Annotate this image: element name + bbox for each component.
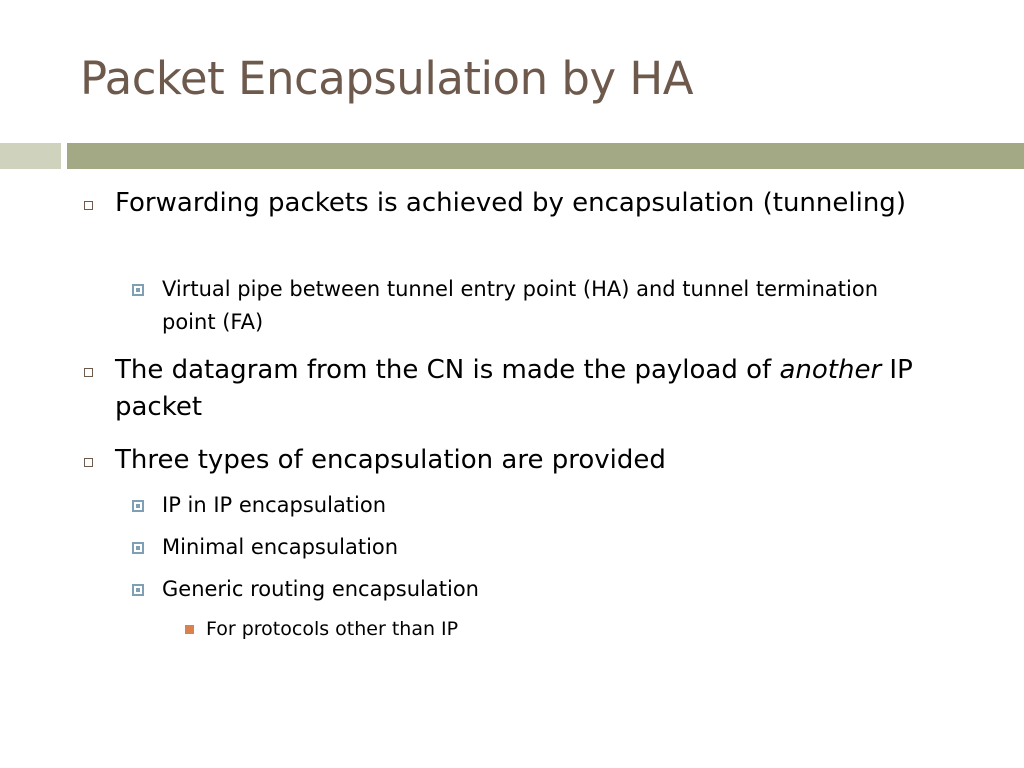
bullet-text: Forwarding packets is achieved by encapsulation (tunneling) xyxy=(115,188,906,218)
bullet-text: Minimal encapsulation xyxy=(162,535,399,559)
hollow-square-bullet-icon xyxy=(84,368,93,377)
bullet-item xyxy=(115,442,915,479)
bullet-item xyxy=(115,352,915,426)
bullet-item xyxy=(162,489,922,522)
bullet-text: Generic routing encapsulation xyxy=(162,577,479,601)
bullet-item xyxy=(162,273,922,339)
bullet-text: Virtual pipe between tunnel entry point (HA) and tunnel termination point (FA) xyxy=(162,277,878,334)
bullet-item xyxy=(115,185,915,222)
bullet-text: Three types of encapsulation are provided xyxy=(115,445,666,475)
slide-title: Packet Encapsulation by HA xyxy=(80,52,694,105)
bullet-text-emphasis: another xyxy=(779,355,882,385)
framed-square-bullet-icon xyxy=(132,284,144,296)
bullet-item xyxy=(162,531,922,564)
framed-square-bullet-icon xyxy=(132,584,144,596)
bullet-text: The datagram from the CN is made the payload of xyxy=(115,355,780,385)
bullet-text: IP in IP encapsulation xyxy=(162,493,387,517)
hollow-square-bullet-icon xyxy=(84,201,93,210)
framed-square-bullet-icon xyxy=(132,500,144,512)
filled-square-bullet-icon xyxy=(185,625,194,634)
bullet-text: For protocols other than IP xyxy=(206,618,459,640)
framed-square-bullet-icon xyxy=(132,542,144,554)
hollow-square-bullet-icon xyxy=(84,458,93,467)
bullet-item xyxy=(206,616,906,642)
bullet-item xyxy=(162,573,922,606)
bullet-text: IP packet xyxy=(115,355,913,422)
